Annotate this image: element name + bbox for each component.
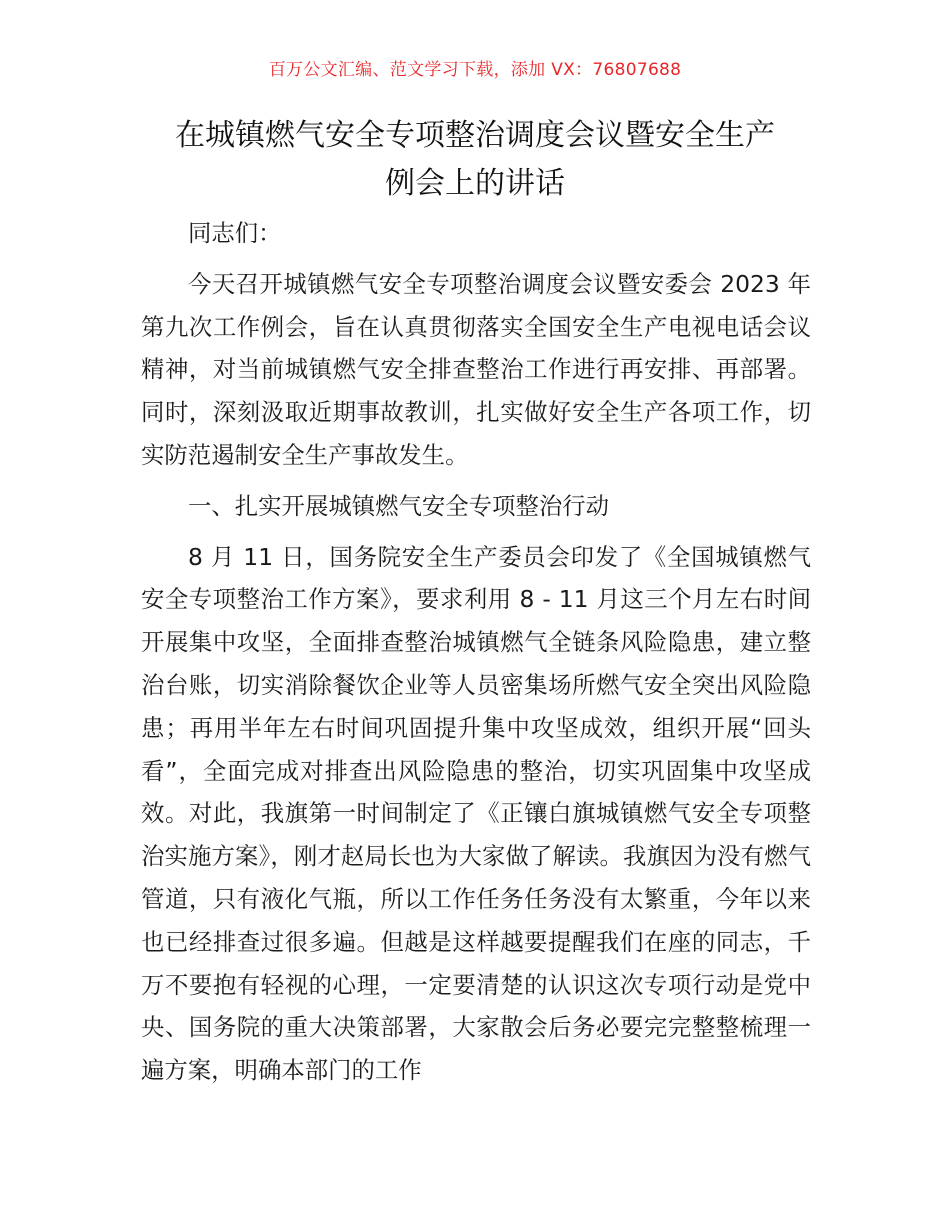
document-body [141, 212, 811, 1100]
title-line-2: 例会上的讲话 [385, 166, 565, 201]
section-heading: 一、扎实开展城镇燃气安全专项整治行动 [188, 491, 610, 520]
header-banner: 百万公文汇编、范文学习下载，添加 VX：76807688 [268, 60, 682, 80]
document-title [120, 112, 830, 208]
intro-paragraph: 今天召开城镇燃气安全专项整治调度会议暨安委会 2023 年第九次工作例会，旨在认真贯彻落实全国安全生产电视电话会议精神，对当前城镇燃气安全排查整治工作进行再安排、再部署。同时，深刻汲取近期事故教训，扎实做好安全生产各项工作，切实防范遏制安全生产事故发生。 [141, 269, 811, 469]
salutation: 同志们： [188, 219, 282, 247]
section-paragraph: 8 月 11 日，国务院安全生产委员会印发了《全国城镇燃气安全专项整治工作方案》，要求利用 8 - 11 月这三个月左右时间开展集中攻坚，全面排查整治城镇燃气全链条风险隐患，建立整治台账，切实消除餐饮企业等人员密集场所燃气安全突出风险隐患；再用半年左右时间巩固提升集中攻坚成效，组织开展“回头看”，全面完成对排查出风险隐患的整治，切实巩固集中攻坚成效。对此，我旗第一时间制定了《正镶白旗城镇燃气安全专项整治实施方案》，刚才赵局长也为大家做了解读。我旗因为没有燃气管道，只有液化气瓶，所以工作任务任务没有太繁重，今年以来也已经排查过很多遍。但越是这样越要提醒我们在座的同志，千万不要抱有轻视的心理，一定要清楚的认识这次专项行动是党中央、国务院的重大决策部署，大家散会后务必要完完整整梳理一遍方案，明确本部门的工作 [141, 542, 811, 1085]
title-line-1: 在城镇燃气安全专项整治调度会议暨安全生产 [175, 118, 775, 153]
